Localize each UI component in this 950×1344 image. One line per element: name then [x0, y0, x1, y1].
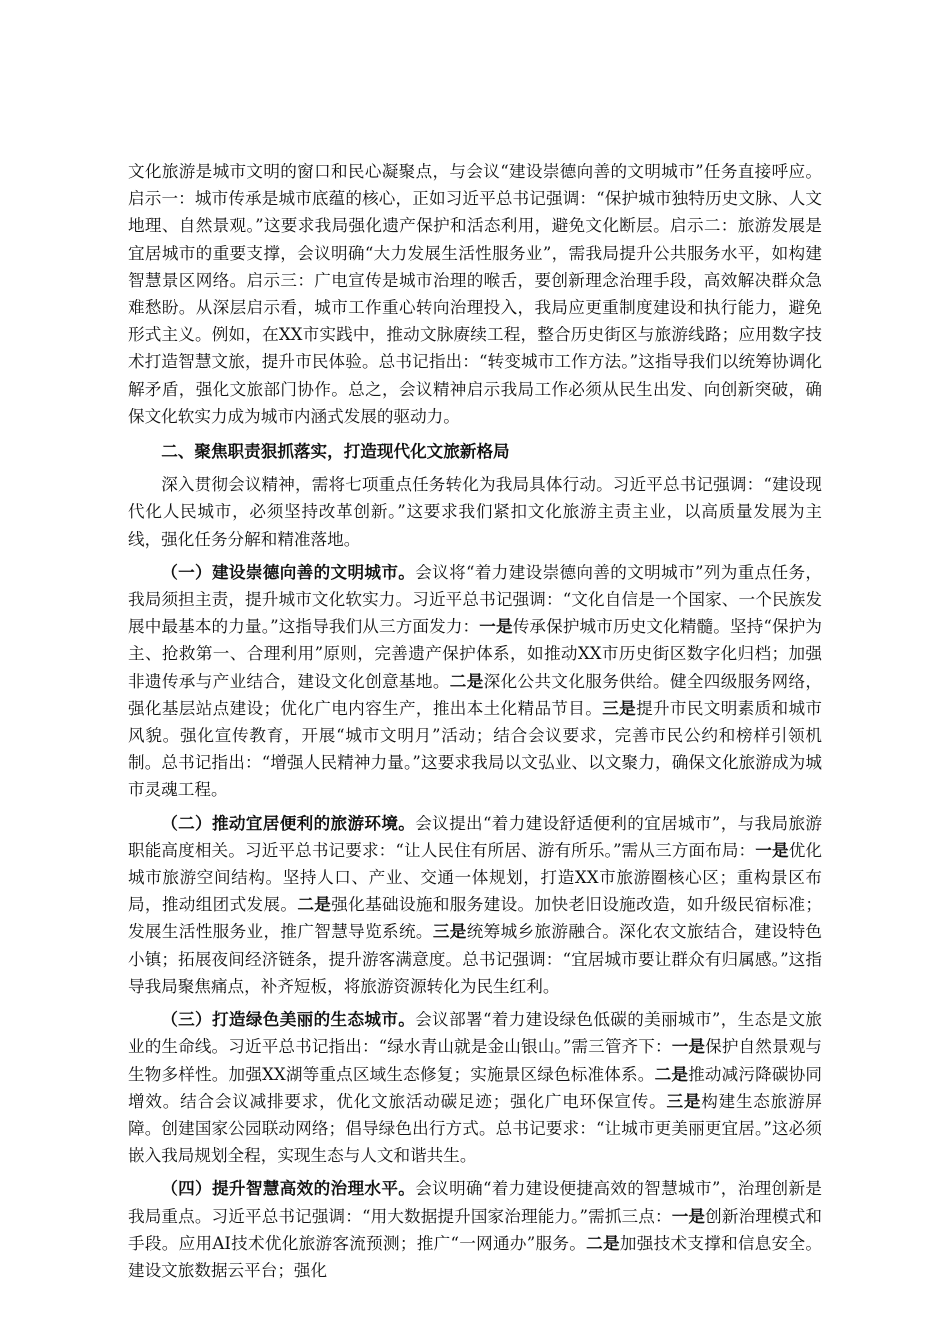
task-title: （三）打造绿色美丽的生态城市。 — [161, 1009, 416, 1030]
task-text: 优化城市旅游空间结构。坚持人口、产业、交通一体规划，打造XX市旅游圈核心区；重构景区布局，推动组团式发展。 — [128, 840, 823, 915]
enumerator-label: 一是 — [755, 839, 789, 860]
task-text: 加强技术支撑和信息安全。建设文旅数据云平台；强化 — [128, 1233, 823, 1280]
enumerator-label: 三是 — [602, 697, 637, 718]
task-paragraph — [128, 559, 822, 804]
enumerator-label: 一是 — [479, 616, 513, 637]
task-text: 深化公共文化服务供给。健全四级服务网络，强化基层站点建设；优化广电内容生产，推出本土化精品节目。 — [128, 671, 823, 718]
task-text: 统筹城乡旅游融合。深化农文旅结合，建设特色小镇；拓展夜间经济链条，提升游客满意度。总书记强调：“宜居城市要让群众有归属感。”这指导我局聚焦痛点，补齐短板，将旅游资源转化为民生红利。 — [128, 922, 823, 996]
document-page — [128, 158, 822, 1290]
task-paragraph — [128, 810, 822, 1000]
enumerator-label: 三是 — [432, 921, 467, 942]
task-paragraph — [128, 1006, 822, 1169]
enumerator-label: 二是 — [297, 894, 332, 915]
task-text: 会议部署“着力建设绿色低碳的美丽城市”，生态是文旅业的生命线。习近平总书记指出：“绿水青山就是金山银山。”需三管齐下： — [128, 1010, 822, 1057]
enumerator-label: 一是 — [671, 1036, 706, 1057]
task-text: 推动减污降碳协同增效。结合会议减排要求，优化文旅活动碳足迹；强化广电环保宣传。 — [128, 1064, 823, 1111]
section-intro-paragraph: 深入贯彻会议精神，需将七项重点任务转化为我局具体行动。习近平总书记强调：“建设现代化人民城市，必须坚持改革创新。”这要求我们紧扣文化旅游主责主业，以高质量发展为主线，强化任务分解和精准落地。 — [128, 475, 822, 549]
enumerator-label: 二是 — [449, 670, 484, 691]
task-text: 保护自然景观与生物多样性。加强XX湖等重点区域生态修复；实施景区绿色标准体系。 — [128, 1037, 823, 1084]
task-text: 传承保护城市历史文化精髓。坚持“保护为主、抢救第一、合理利用”原则，完善遗产保护体系，如推动XX市历史街区数字化归档；加强非遗传承与产业结合，建设文化创意基地。 — [128, 617, 823, 691]
task-title: （二）推动宜居便利的旅游环境。 — [161, 812, 416, 833]
task-text: 会议将“着力建设崇德向善的文明城市”列为重点任务，我局须担主责，提升城市文化软实力。习近平总书记强调：“文化自信是一个国家、一个民族发展中最基本的力量。”这指导我们从三方面发力： — [128, 562, 822, 637]
task-text: 构建生态旅游屏障。创建国家公园联动网络；倡导绿色出行方式。总书记要求：“让城市更美丽更宜居。”这必须嵌入我局规划全程，实现生态与人文和谐共生。 — [128, 1091, 823, 1166]
enumerator-label: 二是 — [586, 1232, 620, 1253]
task-text: 会议提出“着力建设舒适便利的宜居城市”，与我局旅游职能高度相关。习近平总书记要求：“让人民住有所居、游有所乐。”需从三方面布局： — [128, 813, 822, 860]
task-text: 创新治理模式和手段。应用AI技术优化旅游客流预测；推广“一网通办”服务。 — [128, 1206, 823, 1253]
enumerator-label: 二是 — [654, 1063, 689, 1084]
enumerator-label: 三是 — [666, 1090, 702, 1111]
task-text: 强化基础设施和服务建设。加快老旧设施改造，如升级民宿标准；发展生活性服务业，推广智慧导览系统。 — [128, 895, 823, 942]
enumerator-label: 一是 — [671, 1205, 706, 1226]
section-heading: 二、聚焦职责狠抓落实，打造现代化文旅新格局 — [161, 441, 510, 462]
task-paragraph — [128, 1175, 822, 1284]
intro-paragraph: 文化旅游是城市文明的窗口和民心凝聚点，与会议“建设崇德向善的文明城市”任务直接呼应。启示一：城市传承是城市底蕴的核心，正如习近平总书记强调：“保护城市独特历史文脉、人文地理、自然景观。”这要求我局强化遗产保护和活态利用，避免文化断层。启示二：旅游发展是宜居城市的重要支撑，会议明确“大力发展生活性服务业”，需我局提升公共服务水平，如构建智慧景区网络。启示三：广电宣传是城市治理的喉舌，要创新理念治理手段，高效解决群众急难愁盼。从深层启示看，城市工作重心转向治理投入，我局应更重制度建设和执行能力，避免形式主义。例如，在XX市实践中，推动文脉赓续工程，整合历史街区与旅游线路；应用数字技术打造智慧文旅，提升市民体验。总书记指出：“转变城市工作方法。”这指导我们以统筹协调化解矛盾，强化文旅部门协作。总之，会议精神启示我局工作必须从民生出发、向创新突破，确保文化软实力成为城市内涵式发展的驱动力。 — [128, 162, 822, 426]
task-list — [128, 559, 822, 1284]
task-text: 提升市民文明素质和城市风貌。强化宣传教育，开展“城市文明月”活动；结合会议要求，完善市民公约和榜样引领机制。总书记指出：“增强人民精神力量。”这要求我局以文弘业、以文聚力，确保文化旅游成为城市灵魂工程。 — [128, 698, 823, 800]
task-text: 会议明确“着力建设便捷高效的智慧城市”，治理创新是我局重点。习近平总书记强调：“用大数据提升国家治理能力。”需抓三点： — [128, 1179, 822, 1226]
task-title: （一）建设崇德向善的文明城市。 — [161, 561, 416, 582]
task-title: （四）提升智慧高效的治理水平。 — [161, 1178, 416, 1199]
